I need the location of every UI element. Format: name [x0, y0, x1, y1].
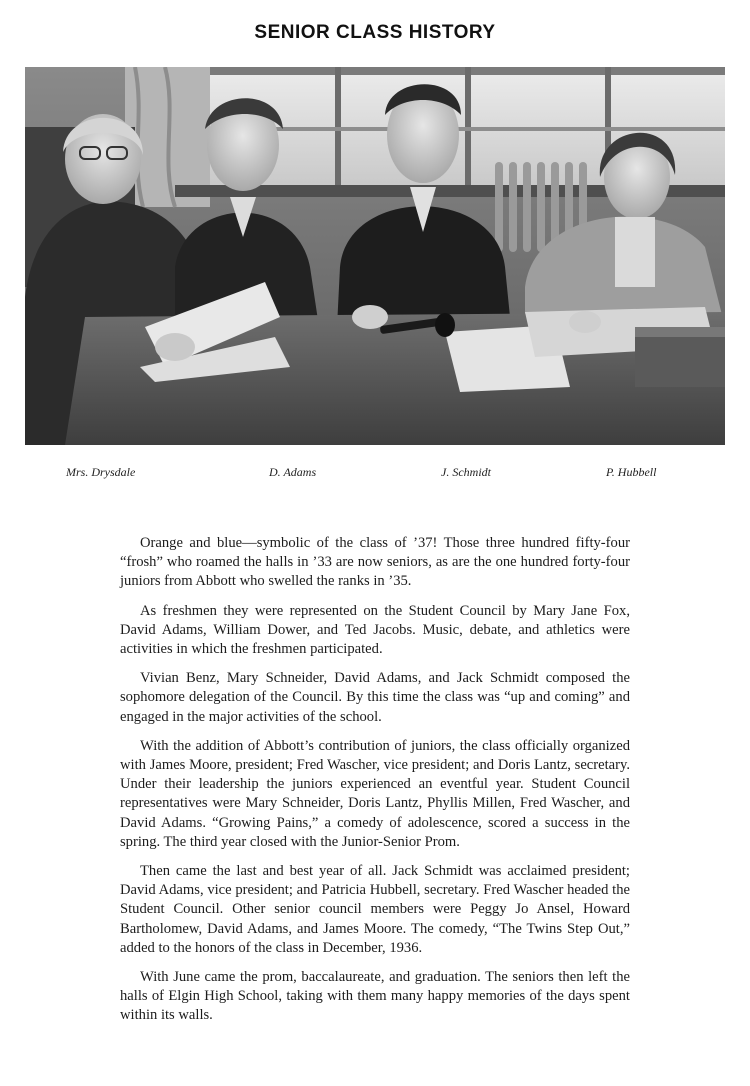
caption-schmidt: J. Schmidt — [441, 465, 491, 479]
caption-hubbell: P. Hubbell — [606, 465, 657, 479]
caption-adams: D. Adams — [269, 465, 317, 479]
paragraph: Vivian Benz, Mary Schneider, David Adams, and Jack Schmidt composed the sophomore delegation of the Council. By this time the class was “up and coming” and engaged in the major activities of the school. — [120, 670, 630, 725]
group-photo — [25, 67, 725, 445]
paragraph: With the addition of Abbott’s contribution of juniors, the class officially organized with James Moore, president; Fred Wascher, vice president; and Doris Lantz, secretary. Under their leadership the juniors experienced an eventful year. Student Council representatives were Mary Schneider, Doris Lantz, Phyllis Millen, Fred Wascher, and David Adams. “Growing Pains,” a comedy of adolescence, scored a success in the spring. The third year closed with the Junior-Senior Prom. — [120, 737, 630, 850]
paragraph: As freshmen they were represented on the Student Council by Mary Jane Fox, David Adams, William Dower, and Ted Jacobs. Music, debate, and athletics were activities in which the freshmen participated. — [120, 602, 630, 658]
paragraph: Then came the last and best year of all. Jack Schmidt was acclaimed president; David Adams, vice president; and Patricia Hubbell, secretary. Fred Wascher headed the Student Council. Other senior council members were Peggy Jo Ansel, Howard Bartholomew, David Adams, and James Moore. The comedy, “The Twins Step Out,” added to the honors of the class in December, 1936. — [120, 863, 630, 956]
photo-captions — [0, 465, 750, 485]
paragraph: Orange and blue—symbolic of the class of ’37! Those three hundred fifty-four “frosh” who roamed the halls in ’33 are now seniors, as are the one hundred forty-four juniors from Abbott who swelled the ranks in ’35. — [120, 535, 630, 590]
class-history-text — [120, 534, 630, 1036]
page-title: SENIOR CLASS HISTORY — [254, 22, 496, 43]
caption-drysdale: Mrs. Drysdale — [66, 465, 136, 479]
paragraph: With June came the prom, baccalaureate, and graduation. The seniors then left the halls of Elgin High School, taking with them many happy memories of the days spent within its walls. — [120, 969, 630, 1024]
